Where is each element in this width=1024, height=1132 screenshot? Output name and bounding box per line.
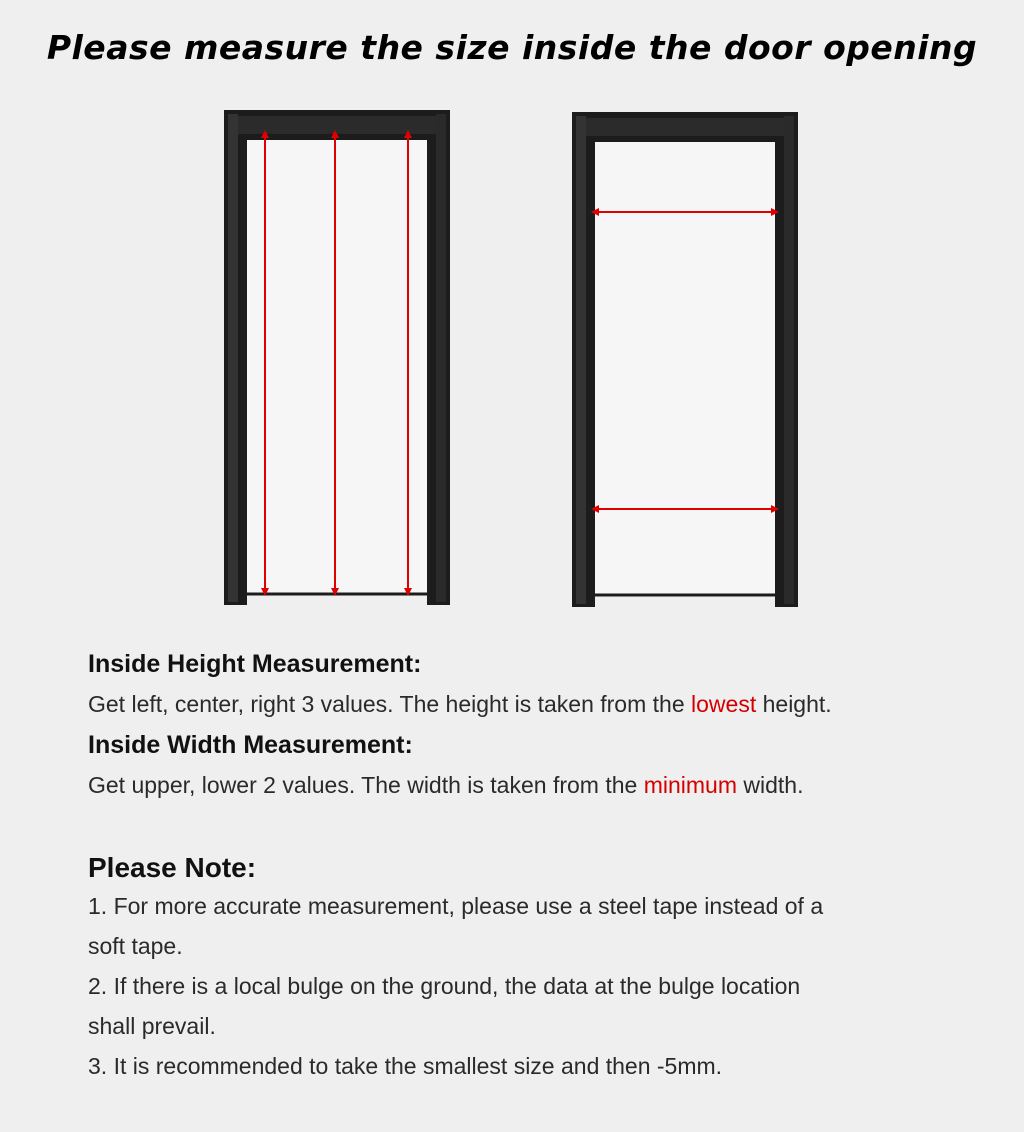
height-description (88, 688, 988, 720)
door-frame-height-icon (212, 100, 462, 610)
note-section (88, 850, 988, 1086)
width-section (88, 729, 988, 801)
height-heading: Inside Height Measurement: (88, 650, 422, 678)
width-text-before: Get upper, lower 2 values. The width is taken from the (88, 772, 638, 798)
page-title: Please measure the size inside the door opening (46, 28, 978, 67)
note-heading: Please Note: (88, 852, 257, 883)
height-section (88, 648, 988, 720)
door-frame-width-icon (560, 100, 810, 610)
width-text-after: width. (743, 772, 804, 798)
note-line: soft tape. (88, 933, 183, 959)
height-text-after: height. (762, 691, 832, 717)
note-line: 2. If there is a local bulge on the ground, the data at the bulge location (88, 973, 801, 999)
width-highlight: minimum (643, 772, 737, 798)
height-text-before: Get left, center, right 3 values. The height is taken from the (88, 691, 685, 717)
width-description (88, 769, 988, 801)
width-heading: Inside Width Measurement: (88, 731, 413, 759)
note-line: shall prevail. (88, 1013, 216, 1039)
height-highlight: lowest (691, 691, 757, 717)
note-line: 3. It is recommended to take the smallest size and then -5mm. (88, 1053, 723, 1079)
note-line: 1. For more accurate measurement, please use a steel tape instead of a (88, 893, 824, 919)
